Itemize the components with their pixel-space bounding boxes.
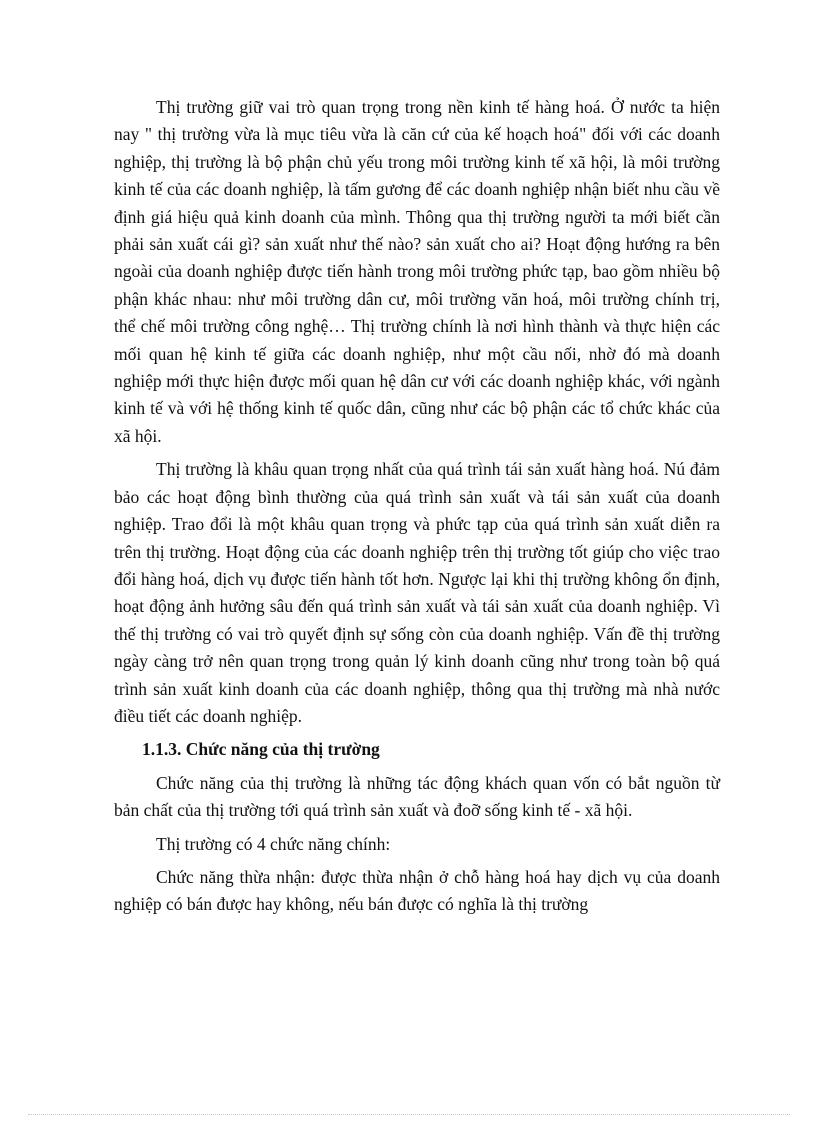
paragraph-market-reproduction: Thị trường là khâu quan trọng nhất của quá trình tái sản xuất hàng hoá. Nú đảm bảo các hoạt động bình thường của quá trình sản xuất và tái sản xuất của doanh nghiệp. Trao đổi là một khâu quan trọng và phức tạp của quá trình sản xuất diễn ra trên thị trường. Hoạt động của các doanh nghiệp trên thị trường tốt giúp cho việc trao đổi hàng hoá, dịch vụ được tiến hành tốt hơn. Ngược lại khi thị trường không ổn định, hoạt động ảnh hưởng sâu đến quá trình sản xuất và tái sản xuất của doanh nghiệp. Vì thế thị trường có vai trò quyết định sự sống còn của doanh nghiệp. Vấn đề thị trường ngày càng trở nên quan trọng trong quản lý kinh doanh cũng như trong toàn bộ quá trình sản xuất kinh doanh của các doanh nghiệp, thông qua thị trường mà nhà nước điều tiết các doanh nghiệp. <box>114 459 720 726</box>
page-body <box>114 94 720 925</box>
paragraph-four-functions: Thị trường có 4 chức năng chính: <box>156 833 391 854</box>
paragraph-market-role: Thị trường giữ vai trò quan trọng trong nền kinh tế hàng hoá. Ở nước ta hiện nay " thị trường vừa là mục tiêu vừa là căn cứ của kế hoạch hoá" đối với các doanh nghiệp, thị trường là bộ phận chủ yếu trong môi trường kinh tế xã hội, là môi trường kinh tế của các doanh nghiệp, là tấm gương để các doanh nghiệp nhận biết nhu cầu về định giá hiệu quả kinh doanh của mình. Thông qua thị trường người ta mới biết cần phải sản xuất cái gì? sản xuất như thế nào? sản xuất cho ai? Hoạt động hướng ra bên ngoài của doanh nghiệp được tiến hành trong môi trường phức tạp, bao gồm nhiều bộ phận khác nhau: như môi trường dân cư, môi trường văn hoá, môi trường chính trị, thể chế môi trường công nghệ… Thị trường chính là nơi hình thành và thực hiện các mối quan hệ kinh tế giữa các doanh nghiệp, như một cầu nối, nhờ đó mà doanh nghiệp mới thực hiện được mối quan hệ dân cư với các doanh nghiệp khác, với ngành kinh tế và với hệ thống kinh tế quốc dân, cũng như các bộ phận các tổ chức khác của xã hội. <box>114 97 720 446</box>
page-bottom-divider <box>28 1114 790 1115</box>
paragraph-market-function-definition: Chức năng của thị trường là những tác động khách quan vốn có bắt nguồn từ bản chất của thị trường tới quá trình sản xuất và đoỡ sống kinh tế - xã hội. <box>114 772 720 821</box>
section-heading: 1.1.3. Chức năng của thị trường <box>142 739 380 760</box>
paragraph-recognition-function: Chức năng thừa nhận: được thừa nhận ở chỗ hàng hoá hay dịch vụ của doanh nghiệp có bán được hay không, nếu bán được có nghĩa là thị trường <box>114 866 720 915</box>
